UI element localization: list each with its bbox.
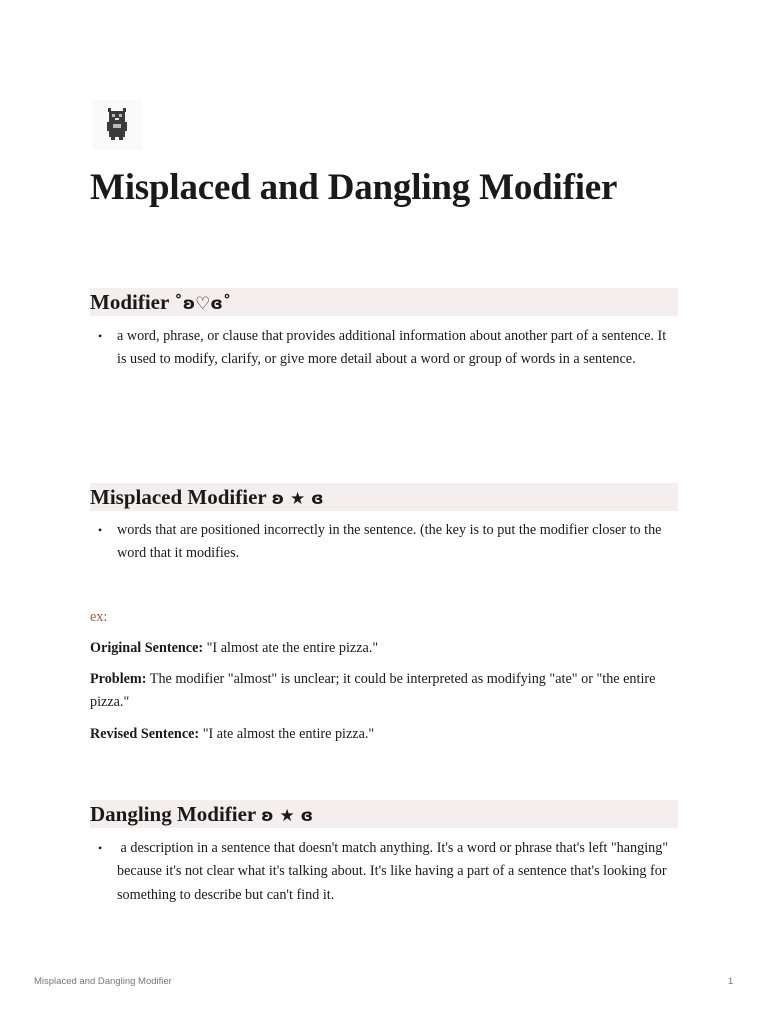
pixel-character-icon [92,100,142,150]
heading-dangling-decoration: ʚ ★ ɞ [261,806,314,826]
page-title: Misplaced and Dangling Modifier [90,167,618,208]
list-item [98,325,678,372]
revised-sentence-text: "I ate almost the entire pizza." [199,726,375,742]
example-label: ex: [90,609,108,625]
problem-statement [90,668,680,715]
misplaced-definition: words that are positioned incorrectly in the sentence. (the key is to put the modifier closer to the word that it modifies. [117,522,662,562]
problem-label: Problem: [90,671,147,687]
heading-dangling-text: Dangling Modifier [90,802,256,826]
heading-modifier-text: Modifier [90,290,169,314]
revised-sentence [90,723,680,746]
heading-modifier-decoration: ˚ʚ♡ɞ˚ [174,294,232,314]
dangling-definition: a description in a sentence that doesn't match anything. It's a word or phrase that's left "hanging" because it's not clear what it's talking about. It's like having a part of a sentence that's looking for something to describe but can't find it. [117,840,672,903]
modifier-definition: a word, phrase, or clause that provides additional information about another part of a sentence. It is used to modify, clarify, or give more detail about a word or group of words in a sentence. [117,328,667,368]
heading-misplaced-text: Misplaced Modifier [90,485,267,509]
bullet-icon: • [98,841,103,855]
bullet-icon: • [98,523,103,537]
heading-misplaced-modifier [90,483,678,511]
heading-misplaced-decoration: ʚ ★ ɞ [271,489,324,509]
list-item [98,837,678,907]
revised-sentence-label: Revised Sentence: [90,726,200,742]
list-item [98,519,678,566]
heading-dangling-modifier [90,800,678,828]
heading-modifier [90,288,678,316]
footer-title: Misplaced and Dangling Modifier [34,976,172,987]
original-sentence [90,637,680,660]
bullet-icon: • [98,329,103,343]
page-number: 1 [728,976,734,987]
original-sentence-label: Original Sentence: [90,640,204,656]
original-sentence-text: "I almost ate the entire pizza." [203,640,379,656]
problem-text: The modifier "almost" is unclear; it could be interpreted as modifying "ate" or "the entire pizza." [90,671,656,711]
